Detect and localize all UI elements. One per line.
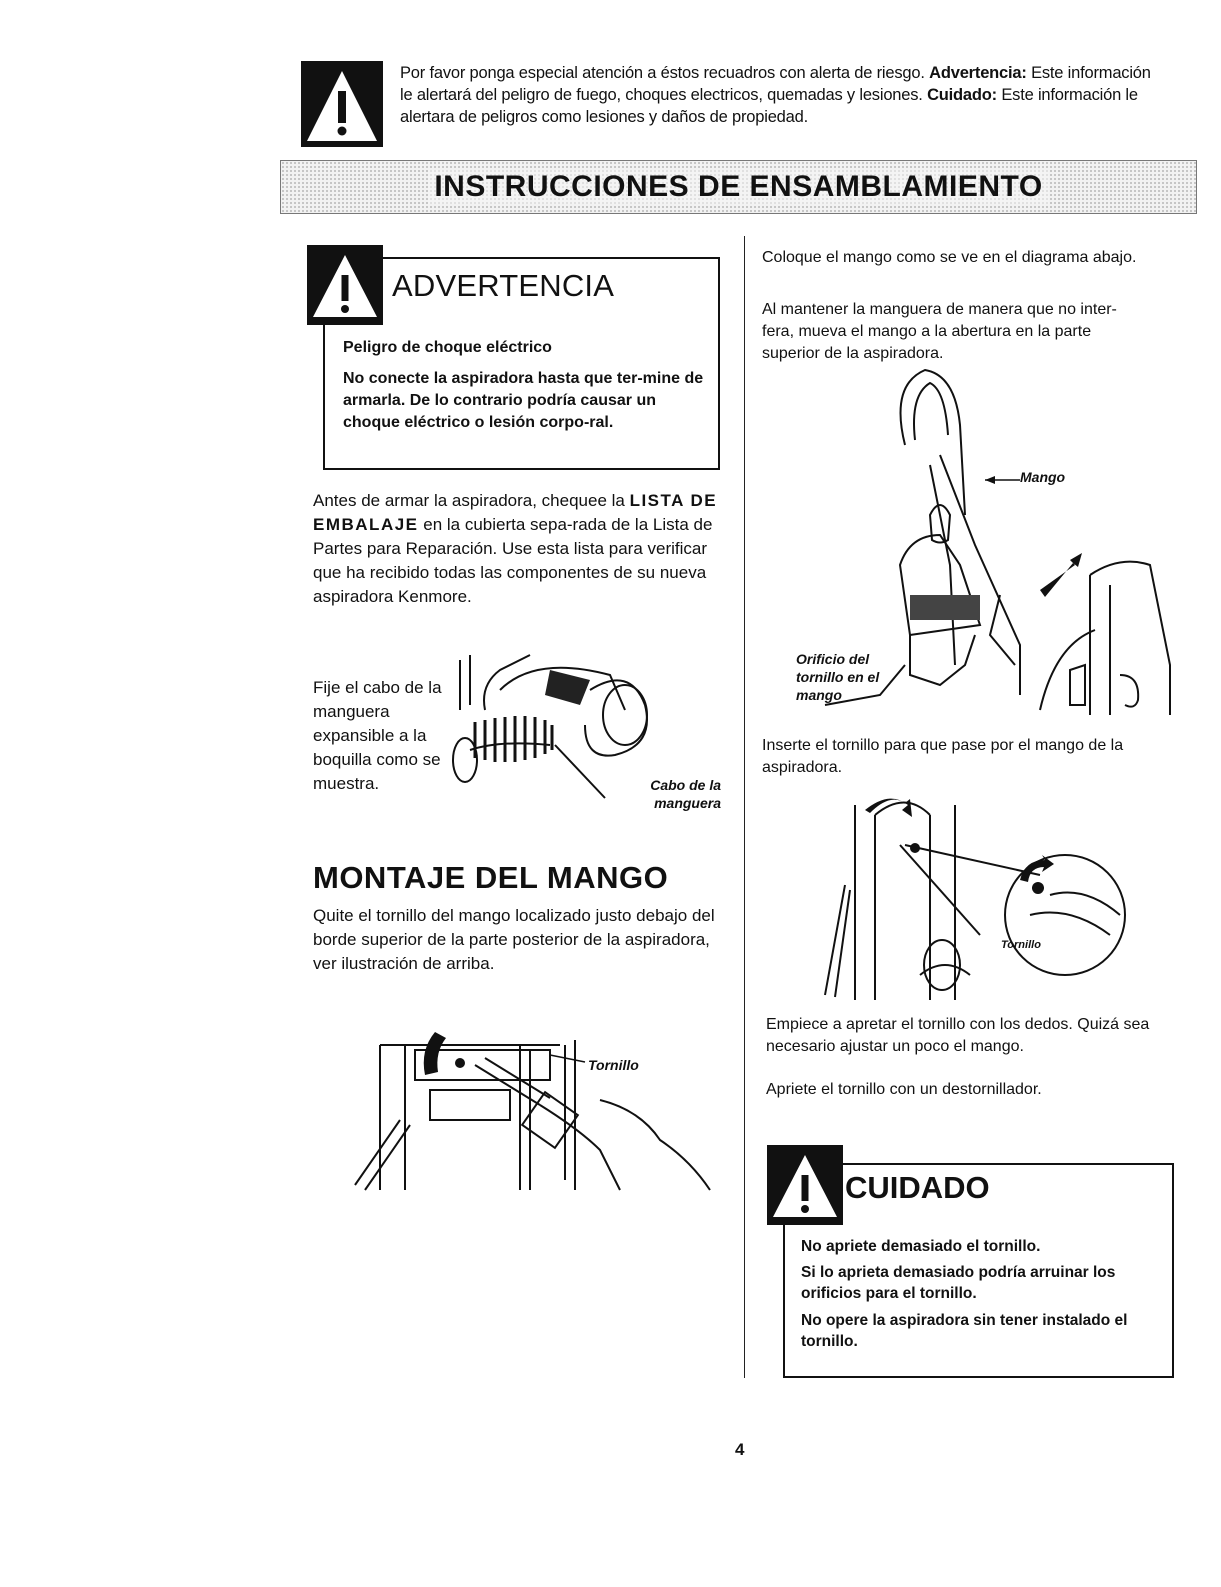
warning-subheading: Peligro de choque eléctrico — [343, 339, 552, 356]
right-paragraph-1: Coloque el mango como se ve en el diagrama abajo. — [762, 249, 1137, 266]
notice-text-1: Por favor ponga especial atención a éstos recuadros con alerta de riesgo. — [400, 64, 930, 82]
page-number: 4 — [735, 1440, 745, 1459]
notice-label-cuidado: Cuidado: — [927, 86, 997, 104]
notice-label-advertencia: Advertencia: — [929, 64, 1027, 82]
screw-tightening-illustration — [810, 785, 1140, 1000]
alert-notice — [400, 62, 1160, 128]
intro-text-2: en la cubierta sepa-rada de la Lista de Partes para Reparación. Use esta lista para verificar que ha recibido todas las componentes de su nueva aspiradora Kenmore. — [313, 515, 713, 606]
right-paragraph-4: Empiece a apretar el tornillo con los dedos. Quizá sea necesario ajustar un poco el mango. — [766, 1016, 1150, 1055]
column-divider — [744, 236, 745, 1378]
caution-line-1: No apriete demasiado el tornillo. — [801, 1238, 1041, 1255]
notice-text-3: Este información le alertara de peligros como lesiones y daños de propiedad. — [400, 86, 1138, 126]
caution-line-3: No opere la aspiradora sin tener instalado el tornillo. — [801, 1312, 1128, 1350]
hose-label: Cabo de la manguera — [650, 777, 721, 811]
warning-heading: ADVERTENCIA — [392, 268, 615, 303]
right-paragraph-3: Inserte el tornillo para que pase por el mango de la aspiradora. — [762, 737, 1124, 776]
section-banner — [280, 160, 1197, 214]
right-paragraph-5: Apriete el tornillo con un destornillador. — [766, 1081, 1042, 1098]
caution-triangle-icon — [767, 1145, 843, 1225]
right-paragraph-2: Al mantener la manguera de manera que no inter-fera, mueva el mango a la abertura en la parte superior de la aspiradora. — [762, 301, 1117, 362]
montaje-paragraph: Quite el tornillo del mango localizado justo debajo del borde superior de la parte posterior de la aspiradora, ver ilustración de arriba. — [313, 906, 715, 973]
intro-paragraph — [313, 489, 718, 609]
warning-body: No conecte la aspiradora hasta que ter-mine de armarla. De lo contrario podría causar un choque eléctrico o lesión corpo-ral. — [343, 370, 704, 431]
caution-line-2: Si lo aprieta demasiado podría arruinar los orificios para el tornillo. — [801, 1264, 1116, 1302]
handle-label: Mango — [1020, 469, 1066, 485]
packing-list-label: LISTA DE EMBALAJE — [313, 491, 718, 534]
banner-title: INSTRUCCIONES DE ENSAMBLAMIENTO — [428, 170, 1048, 204]
hazard-warning-icon — [301, 61, 383, 147]
screw-removal-illustration — [350, 1020, 720, 1195]
screw-detail-label: Tornillo — [1001, 939, 1041, 951]
intro-text-1: Antes de armar la aspiradora, chequee la — [313, 491, 630, 510]
notice-text-2: Este información le alertará del peligro de fuego, choques electricos, quemadas y lesiones. — [400, 64, 1151, 104]
warning-triangle-icon — [307, 245, 383, 325]
caution-heading: CUIDADO — [845, 1170, 990, 1205]
hose-instruction: Fije el cabo de la manguera expansible a la boquilla como se muestra. — [313, 678, 442, 793]
screw-hole-label: Orificio del tornillo en el mango — [796, 651, 880, 703]
section-heading-montaje: MONTAJE DEL MANGO — [313, 860, 669, 895]
screw-label: Tornillo — [588, 1057, 639, 1073]
